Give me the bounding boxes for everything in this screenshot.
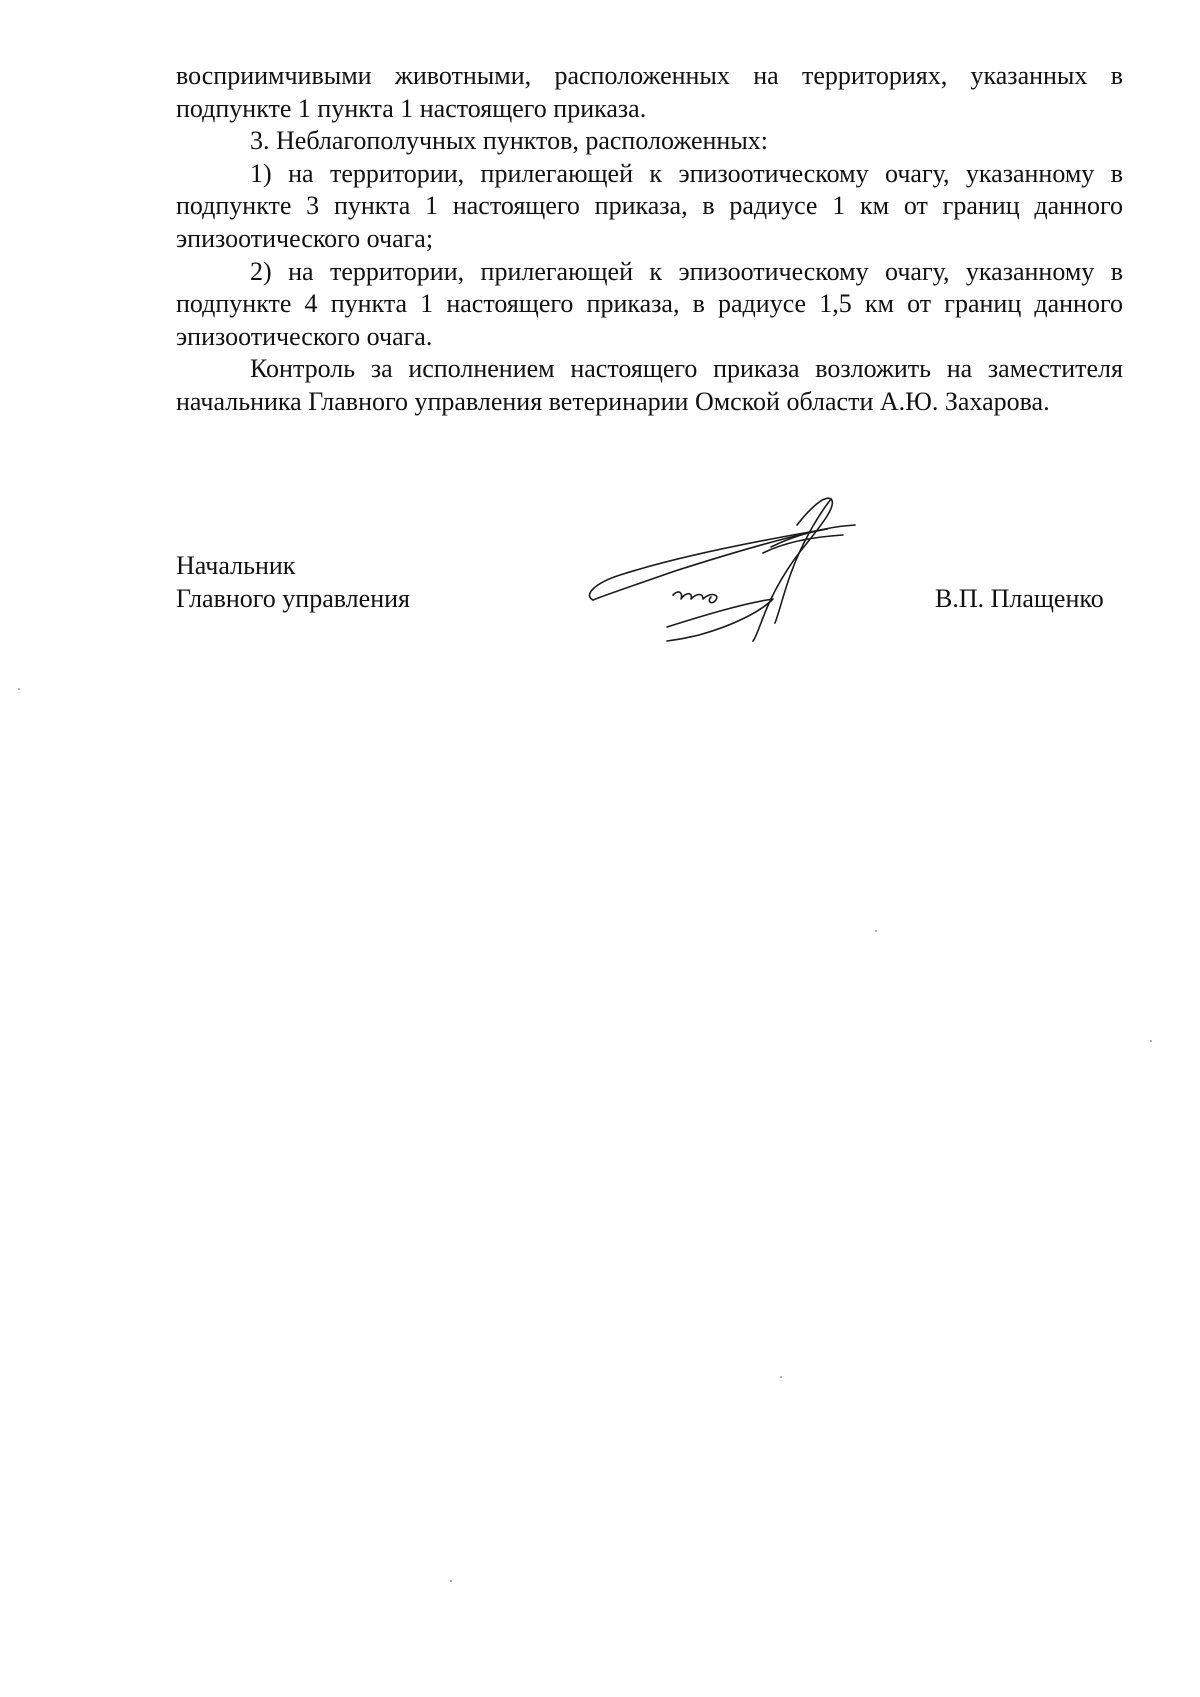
paragraph-subitem-2: 2) на территории, прилегающей к эпизоотическому очагу, указанному в подпункте 4 пункта 1 настоящего приказа, в радиусе 1,5 км от границ данного эпизоотического очага. (176, 256, 1123, 351)
scan-speck (450, 1580, 452, 1582)
scan-speck (18, 688, 20, 690)
handwritten-signature (575, 495, 875, 645)
signatory-position-line-1: Начальник (176, 551, 296, 580)
scan-speck (875, 930, 877, 932)
paragraph-continuation: восприимчивыми животными, расположенных на территориях, указанных в подпункте 1 пункта 1 настоящего приказа. (176, 61, 1123, 123)
paragraph-subitem-1: 1) на территории, прилегающей к эпизоотическому очагу, указанному в подпункте 3 пункта 1 настоящего приказа, в радиусе 1 км от границ данного эпизоотического очага; (176, 158, 1123, 253)
paragraph-control: Контроль за исполнением настоящего приказа возложить на заместителя начальника Главного управления ветеринарии Омской области А.Ю. Захарова. (176, 354, 1123, 416)
signatory-position-line-2: Главного управления (176, 583, 410, 613)
document-body (176, 60, 1123, 419)
signatory-name: В.П. Плащенко (935, 584, 1104, 613)
scan-speck (780, 1376, 782, 1378)
signatory-position (176, 550, 410, 615)
paragraph-item-3: 3. Неблагополучных пунктов, расположенных: (250, 126, 769, 156)
scan-speck (1150, 1040, 1152, 1042)
